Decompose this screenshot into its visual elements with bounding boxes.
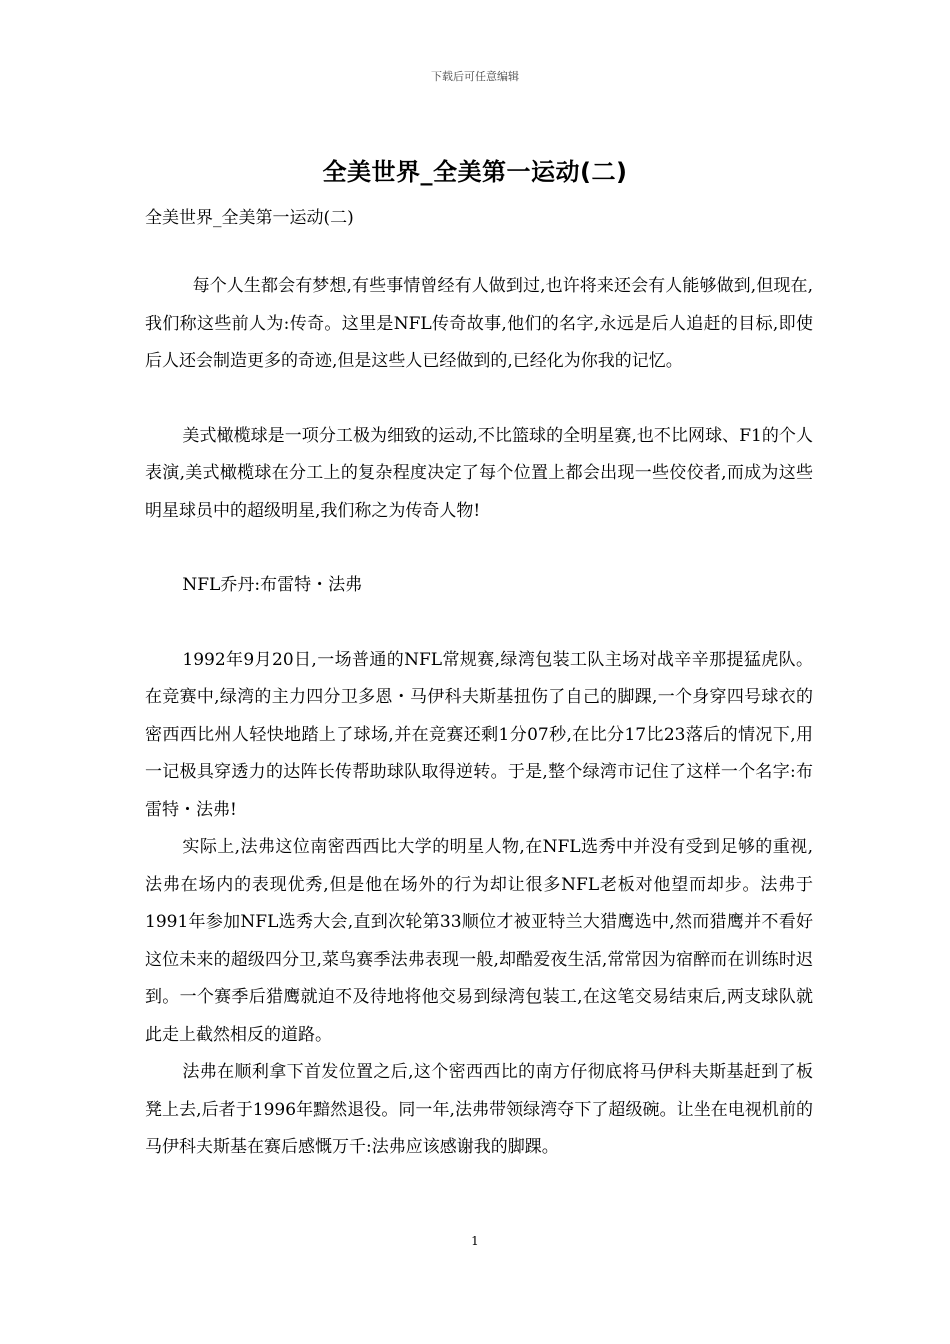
paragraph-football: 美式橄榄球是一项分工极为细致的运动,不比篮球的全明星赛,也不比网球、F1的个人表演,美式橄榄球在分工上的复杂程度决定了每个位置上都会出现一些佼佼者,而成为这些明星球员中的超级明星,我们称之为传奇人物! [145, 425, 813, 521]
paragraph-starter: 法弗在顺利拿下首发位置之后,这个密西西比的南方仔彻底将马伊科夫斯基赶到了板凳上去,后者于1996年黯然退役。同一年,法弗带领绿湾夺下了超级碗。让坐在电视机前的马伊科夫斯基在赛后感慨万千:法弗应该感谢我的脚踝。 [145, 1062, 813, 1157]
page-number: 1 [471, 1234, 479, 1248]
paragraph-1992-game: 1992年9月20日,一场普通的NFL常规赛,绿湾包装工队主场对战辛辛那提猛虎队。在竞赛中,绿湾的主力四分卫多恩・马伊科夫斯基扭伤了自己的脚踝,一个身穿四号球衣的密西西比州人轻快地踏上了球场,并在竞赛还剩1分07秒,在比分17比23落后的情况下,用一记极具穿透力的达阵长传帮助球队取得逆转。于是,整个绿湾市记住了这样一个名字:布雷特・法弗! [145, 649, 813, 820]
header-note: 下载后可任意编辑 [431, 70, 519, 83]
document-body [145, 268, 813, 1167]
section-heading: NFL乔丹:布雷特・法弗 [182, 575, 363, 595]
paragraph-draft: 实际上,法弗这位南密西西比大学的明星人物,在NFL选秀中并没有受到足够的重视,法弗在场内的表现优秀,但是他在场外的行为却让很多NFL老板对他望而却步。法弗于1991年参加NFL选秀大会,直到次轮第33顺位才被亚特兰大猎鹰选中,然而猎鹰并不看好这位未来的超级四分卫,菜鸟赛季法弗表现一般,却酷爱夜生活,常常因为宿醉而在训练时迟到。一个赛季后猎鹰就迫不及待地将他交易到绿湾包装工,在这笔交易结束后,两支球队就此走上截然相反的道路。 [145, 837, 813, 1045]
document-subtitle: 全美世界_全美第一运动(二) [145, 208, 354, 228]
page-title: 全美世界_全美第一运动(二) [322, 158, 628, 186]
paragraph-intro: 每个人生都会有梦想,有些事情曾经有人做到过,也许将来还会有人能够做到,但现在,我们称这些前人为:传奇。这里是NFL传奇故事,他们的名字,永远是后人追赶的目标,即使后人还会制造更多的奇迹,但是这些人已经做到的,已经化为你我的记忆。 [145, 276, 813, 371]
